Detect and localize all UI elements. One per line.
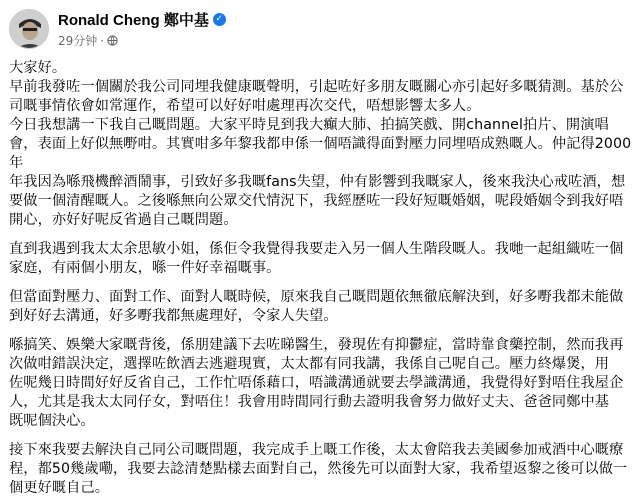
post-paragraph: 接下來我要去解決自己同公司嘅問題，我完成手上嘅工作後，太太會陪我去美國參加戒酒中心嘅療 程，都50幾歲嘞，我要去諗清楚點樣去面對自己，然後先可以面對大家，我希望返黎之後可以做一 個更好嘅自己。 — [9, 442, 628, 496]
timestamp-row — [58, 32, 226, 49]
post-paragraph: 今日我想講一下我自己嘅問題。大家平時見到我大癲大肺、拍搞笑戲、開channel拍片、開演唱 會，表面上好似無嘢咁。其實咁多年黎我都申係一個唔識得面對壓力同埋唔成熟嘅人。仲記得2000年 年我因為喺飛機醉酒鬧事，引致好多我嘅fans失望，仲有影響到我嘅家人，後來我決心戒咗酒，想 要做一個清醒嘅人。之後喺無向公眾交代情況下，我經歷咗一段好短嘅婚姻，呢段婚姻令到我好唔 開心，亦好好呢反省過自己嘅問題。 — [9, 117, 632, 228]
post-paragraph: 喺搞笑、娛樂大家嘅背後，係朋建議下去咗睇醫生，發現佐有抑鬱症，當時靠食藥控制，然而我再 次做咁錯誤決定，選擇咗飲酒去逃避現實，太太都有同我講，我係自己呢自己。壓力終爆煲，用 佐呢幾日時間好好反省自己，工作忙唔係藉口，唔識溝通就要去學識溝通，我覺得好對唔住我屋企 人，尤其是我太太同仔女，對唔住！我會用時間同行動去證明我會努力做好丈夫、爸爸同鄭中基 既呢個決心。 — [9, 337, 624, 429]
separator-dot: · — [100, 33, 105, 48]
post-paragraph: 但當面對壓力、面對工作、面對人嘅時候，原來我自己嘅問題依無徹底解決到，好多嘢我都未能做 到好好去溝通，好多嘢我都無處理好，令家人失望。 — [9, 289, 624, 324]
post-timestamp[interactable]: 29分钟 — [58, 34, 98, 48]
post-paragraph: 大家好。 早前我發咗一個關於我公司同埋我健康嘅聲明，引起咗好多朋友嘅關心亦引起好多嘅猜測。基於公 司嘅事情依會如常運作，希望可以好好咁處理再次交代，唔想影響太多人。 — [9, 60, 624, 114]
post-body — [9, 59, 632, 498]
post-header — [9, 8, 632, 50]
avatar-portrait-icon — [10, 10, 49, 49]
post-meta — [58, 9, 226, 49]
verified-badge-icon: ✓ — [213, 13, 226, 26]
post-paragraph: 直到我遇到我太太余思敏小姐，係佢令我覺得我要走入另一個人生階段嘅人。我哋一起組織咗一個 家庭，有兩個小朋友，喺一件好幸福嘅事。 — [9, 241, 624, 276]
author-row — [58, 9, 226, 30]
avatar[interactable] — [9, 9, 49, 49]
globe-icon — [107, 35, 118, 46]
author-name[interactable]: Ronald Cheng 鄭中基 — [58, 12, 209, 29]
